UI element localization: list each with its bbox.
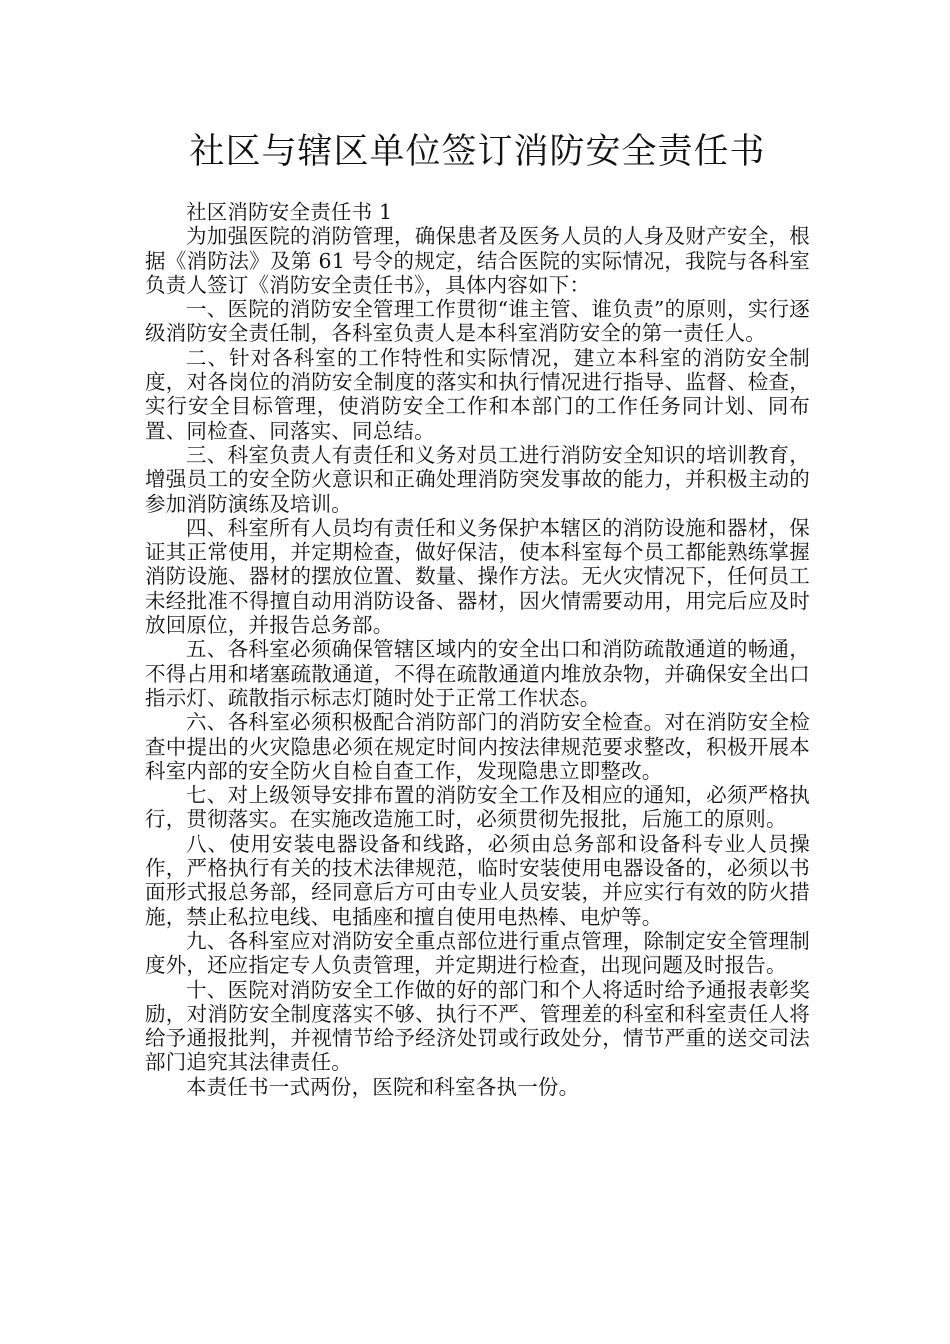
paragraph-clause-7: 七、对上级领导安排布置的消防安全工作及相应的通知，必须严格执行，贯彻落实。在实施改造施工时，必须贯彻先报批，后施工的原则。 [145,783,810,832]
paragraph-clause-9: 九、各科室应对消防安全重点部位进行重点管理，除制定安全管理制度外，还应指定专人负责管理，并定期进行检查，出现问题及时报告。 [145,928,810,978]
paragraph-clause-3: 三、科室负责人有责任和义务对员工进行消防安全知识的培训教育，增强员工的安全防火意识和正确处理消防突发事故的能力，并积极主动的参加消防演练及培训。 [145,442,810,516]
document-subtitle: 社区消防安全责任书 1 [186,200,393,224]
document-title: 社区与辖区单位签订消防安全责任书 [189,132,766,172]
paragraph-closing: 本责任书一式两份，医院和科室各执一份。 [186,1074,580,1099]
paragraph-clause-10: 十、医院对消防安全工作做的好的部门和个人将适时给予通报表彰奖励，对消防安全制度落实不够、执行不严、管理差的科室和科室责任人将给予通报批判，并视情节给予经济处罚或行政处分，情节严重的送交司法部门追究其法律责任。 [145,977,810,1075]
paragraph-clause-5: 五、各科室必须确保管辖区域内的安全出口和消防疏散通道的畅通，不得占用和堵塞疏散通道，不得在疏散通道内堆放杂物，并确保安全出口指示灯、疏散指示标志灯随时处于正常工作状态。 [145,637,810,710]
paragraph-clause-6: 六、各科室必须积极配合消防部门的消防安全检查。对在消防安全检查中提出的火灾隐患必须在规定时间内按法律规范要求整改，积极开展本科室内部的安全防火自检自查工作，发现隐患立即整改。 [145,710,810,783]
paragraph-clause-1: 一、医院的消防安全管理工作贯彻“谁主管、谁负责”的原则，实行逐级消防安全责任制，各科室负责人是本科室消防安全的第一责任人。 [145,297,810,346]
paragraph-clause-4: 四、科室所有人员均有责任和义务保护本辖区的消防设施和器材，保证其正常使用，并定期检查，做好保洁，使本科室每个员工都能熟练掌握消防设施、器材的摆放位置、数量、操作方法。无火灾情况下，任何员工未经批准不得擅自动用消防设备、器材，因火情需要动用，用完后应及时放回原位，并报告总务部。 [145,515,810,638]
paragraph-clause-8: 八、使用安装电器设备和线路，必须由总务部和设备科专业人员操作，严格执行有关的技术法律规范，临时安装使用电器设备的，必须以书面形式报总务部，经同意后方可由专业人员安装，并应实行有效的防火措施，禁止私拉电线、电插座和擅自使用电热棒、电炉等。 [145,831,810,929]
paragraph-intro: 为加强医院的消防管理，确保患者及医务人员的人身及财产安全，根据《消防法》及第 61 号令的规定，结合医院的实际情况，我院与各科室负责人签订《消防安全责任书》，具体内容如下： [145,224,810,297]
document-page [145,128,810,1099]
paragraph-clause-2: 二、针对各科室的工作特性和实际情况，建立本科室的消防安全制度，对各岗位的消防安全制度的落实和执行情况进行指导、监督、检查，实行安全目标管理，使消防安全工作和本部门的工作任务同计划、同布置、同检查、同落实、同总结。 [145,345,810,443]
